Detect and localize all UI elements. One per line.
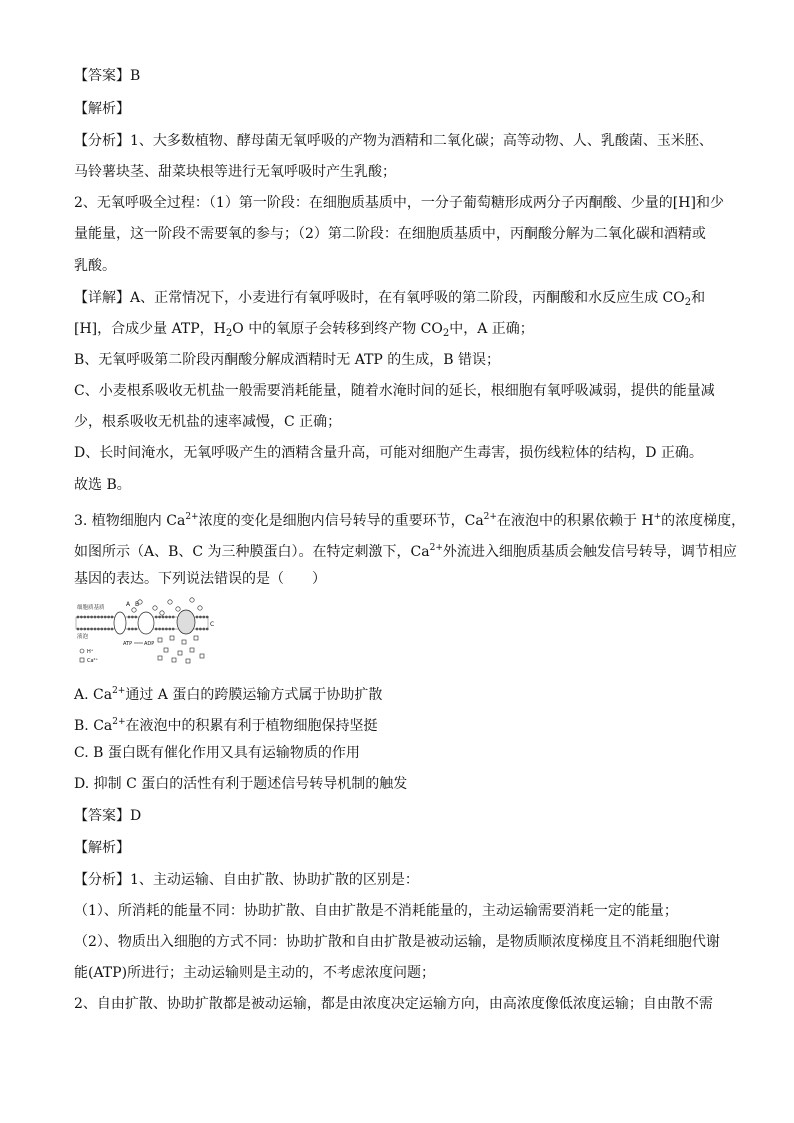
lipid-head — [199, 628, 202, 631]
ca-ion — [194, 636, 198, 640]
lipid-head — [87, 616, 90, 619]
lipid-head — [77, 616, 80, 619]
question-text: 外流进入细胞质基质会触发信号转导，调节相应 — [442, 544, 737, 560]
ca-ion — [178, 651, 182, 655]
ca-ion — [182, 640, 186, 644]
legend-h-icon — [80, 649, 84, 653]
h-ion — [198, 606, 202, 610]
superscript: 2+ — [185, 512, 199, 522]
lipid-head — [134, 616, 137, 619]
detail-text: 中，A 正确； — [449, 321, 534, 337]
h-ion — [190, 598, 194, 602]
superscript: 2+ — [112, 686, 126, 696]
subscript: 2 — [442, 328, 450, 339]
answer-line: 【答案】B — [74, 68, 141, 84]
lipid-head — [202, 628, 205, 631]
lipid-head — [202, 616, 205, 619]
lipid-head — [97, 628, 100, 631]
lipid-head — [111, 616, 114, 619]
ca-ion — [186, 659, 190, 663]
analysis-text: 能(ATP)所进行；主动运输则是主动的，不考虑浓度问题； — [74, 965, 436, 981]
superscript: + — [653, 512, 662, 522]
lipid-head — [168, 616, 171, 619]
lipid-head — [206, 628, 209, 631]
lipid-head — [107, 616, 110, 619]
h-ion — [168, 600, 172, 604]
label-adp: ADP — [144, 641, 155, 647]
analysis-text: 乳酸。 — [74, 258, 116, 274]
option-d: D. 抑制 C 蛋白的活性有利于题述信号转导机制的触发 — [74, 776, 408, 792]
h-ion — [176, 607, 180, 611]
h-ion — [160, 611, 164, 615]
question-text: 浓度的变化是细胞内信号转导的重要环节，Ca — [198, 513, 484, 529]
option-a — [74, 681, 734, 705]
subscript: 2 — [225, 328, 233, 339]
membrane-diagram — [74, 596, 214, 668]
ca-ion — [170, 636, 174, 640]
lipid-head — [90, 616, 93, 619]
option-text: B. Ca — [74, 718, 113, 734]
lipid-head — [100, 616, 103, 619]
lipid-head — [165, 616, 168, 619]
lipid-head — [90, 628, 93, 631]
option-text: 通过 A 蛋白的跨膜运输方式属于协助扩散 — [125, 687, 383, 703]
protein-a — [114, 612, 126, 634]
option-text: A. Ca — [74, 687, 113, 703]
analysis-heading: 【解析】 — [74, 101, 130, 117]
ca-ion — [190, 648, 194, 652]
lipid-head — [94, 616, 97, 619]
label-vacuole: 液泡 — [77, 634, 89, 640]
label-cytoplasm: 细胞质基质 — [77, 605, 105, 611]
lipid-head — [107, 628, 110, 631]
legend-ca: Ca²⁺ — [87, 658, 99, 664]
lipid-head — [196, 628, 199, 631]
label-c: C — [210, 621, 214, 628]
lipid-head — [162, 628, 165, 631]
lipid-head — [83, 628, 86, 631]
lipid-head — [128, 616, 131, 619]
analysis-text: 2、无氧呼吸全过程：（1）第一阶段：在细胞质基质中，一分子葡萄糖形成两分子丙酮酸、少量的[H]和少 — [74, 195, 724, 211]
superscript: 2+ — [429, 543, 443, 553]
lipid-head — [104, 616, 107, 619]
detail-text: O 中的氧原子会转移到终产物 CO — [232, 321, 443, 337]
lipid-head — [94, 628, 97, 631]
lipid-head — [134, 628, 137, 631]
detail-text: [H]，合成少量 ATP，H — [74, 321, 226, 337]
lipid-head — [155, 628, 158, 631]
analysis-text: 【分析】1、大多数植物、酵母菌无氧呼吸的产物为酒精和二氧化碳；高等动物、人、乳酸菌、玉米胚、 — [74, 133, 713, 149]
analysis-text: 量能量，这一阶段不需要氧的参与；（2）第二阶段：在细胞质基质中，丙酮酸分解为二氧化碳和酒精或 — [74, 226, 706, 242]
question-text: 如图所示（A、B、C 为三种膜蛋白）。在特定刺激下，Ca — [74, 544, 430, 560]
superscript: 2+ — [483, 512, 497, 522]
lipid-head — [206, 616, 209, 619]
analysis-text: （2）、物质出入细胞的方式不同：协助扩散和自由扩散是被动运输，是物质顺浓度梯度且不消耗细胞代谢 — [74, 934, 720, 950]
lipid-head — [77, 628, 80, 631]
analysis-text: 2、自由扩散、协助扩散都是被动运输，都是由浓度决定运输方向，由高浓度像低浓度运输；自由散不需 — [74, 996, 713, 1012]
choose-line: 故选 B。 — [74, 477, 131, 493]
answer-line: 【答案】D — [74, 808, 142, 824]
option-b — [74, 712, 734, 736]
lipid-head — [83, 616, 86, 619]
lipid-head — [172, 628, 175, 631]
ca-ion — [200, 654, 204, 658]
lipid-head — [196, 616, 199, 619]
label-a: A — [126, 601, 131, 608]
subscript: 2 — [684, 297, 692, 308]
option-text: 在液泡中的积累有利于植物细胞保持坚挺 — [125, 718, 378, 734]
label-atp: ATP — [123, 641, 133, 647]
h-ion — [132, 608, 136, 612]
detail-line: D、长时间淹水，无氧呼吸产生的酒精含量升高，可能对细胞产生毒害，损伤线粒体的结构，D 正确。 — [74, 445, 703, 461]
lipid-head — [128, 628, 131, 631]
option-c: C. B 蛋白既有催化作用又具有运输物质的作用 — [74, 745, 360, 761]
h-ion — [153, 606, 157, 610]
ca-ion — [158, 638, 162, 642]
analysis-text: 【分析】1、主动运输、自由扩散、协助扩散的区别是： — [74, 872, 419, 888]
detail-line: 少，根系吸收无机盐的速率减慢，C 正确； — [74, 414, 342, 430]
analysis-text: 马铃薯块茎、甜菜块根等进行无氧呼吸时产生乳酸； — [74, 164, 396, 180]
lipid-head — [104, 628, 107, 631]
lipid-head — [131, 628, 134, 631]
legend-ca-icon — [80, 658, 84, 662]
lipid-head — [162, 616, 165, 619]
lipid-head — [80, 616, 83, 619]
lipid-head — [168, 628, 171, 631]
ca-ion — [172, 658, 176, 662]
label-b: B — [135, 601, 140, 608]
question-text: 3. 植物细胞内 Ca — [74, 513, 186, 529]
lipid-head — [165, 628, 168, 631]
lipid-head — [172, 616, 175, 619]
lipid-head — [100, 628, 103, 631]
protein-c — [177, 610, 195, 634]
lipid-head — [80, 628, 83, 631]
detail-line — [74, 288, 734, 313]
question-3-line: 基因的表达。下列说法错误的是（ ） — [74, 571, 326, 587]
lipid-head — [155, 616, 158, 619]
analysis-heading: 【解析】 — [74, 840, 130, 856]
ca-ion — [158, 656, 162, 660]
detail-text: 【详解】A、正常情况下，小麦进行有氧呼吸时，在有氧呼吸的第二阶段，丙酮酸和水反应生成 CO — [74, 290, 685, 306]
detail-line: C、小麦根系吸收无机盐一般需要消耗能量，随着水淹时间的延长，根细胞有氧呼吸减弱，提供的能量减 — [74, 383, 715, 399]
lipid-head — [87, 628, 90, 631]
lipid-head — [199, 616, 202, 619]
lipid-head — [158, 628, 161, 631]
lipid-head — [158, 616, 161, 619]
question-3-line — [74, 538, 737, 562]
protein-b — [138, 612, 154, 634]
detail-line: B、无氧呼吸第二阶段丙酮酸分解成酒精时无 ATP 的生成，B 错误； — [74, 352, 501, 368]
detail-text: 和 — [691, 290, 706, 306]
legend-h: H⁺ — [87, 649, 94, 655]
question-3-line — [74, 507, 746, 531]
analysis-text: （1）、所消耗的能量不同：协助扩散、自由扩散是不消耗能量的，主动运输需要消耗一定的能量； — [74, 903, 678, 919]
question-text: 的浓度梯度， — [661, 513, 746, 529]
lipid-head — [111, 628, 114, 631]
question-text: 在液泡中的积累依赖于 H — [496, 513, 654, 529]
detail-line — [74, 319, 734, 344]
ca-ion — [164, 648, 168, 652]
lipid-head — [131, 616, 134, 619]
superscript: 2+ — [112, 717, 126, 727]
lipid-head — [97, 616, 100, 619]
